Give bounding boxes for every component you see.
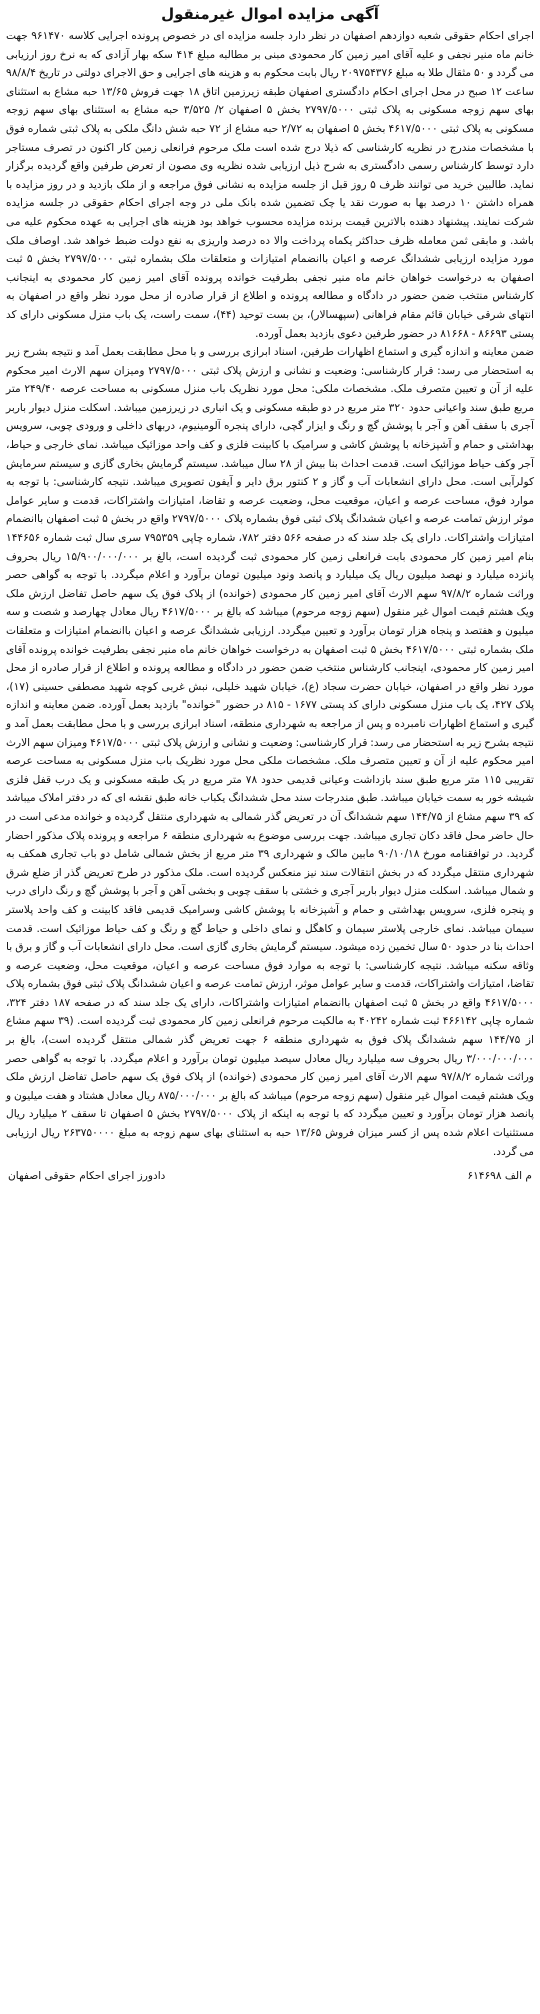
notice-title: آگهی مزایده اموال غیرمنقول bbox=[161, 5, 379, 23]
reference-number: م الف ۶۱۴۶۹۸ bbox=[467, 1170, 532, 1183]
notice-footer bbox=[6, 1167, 534, 1185]
notice-paragraph-2: ضمن معاینه و اندازه گیری و استماع اظهارات طرفین، اسناد ابرازی بررسی و با محل مطابقت بعمل آمد و نتیجه بشرح زیر به استحضار می رسد: قرار کارشناسی: وضعیت و نشانی و ارزش پلاک ثبتی ۲۷۹۷/۵۰۰۰ ومیزان سهم الارث امیر محکوم علیه از آن و تعیین متصرف ملک. مشخصات ملکی: محل مورد نظریک باب منزل مسکونی به مساحت عرصه ۲۴۹/۴۰ متر مربع طبق سند واعیانی حدود ۳۲۰ متر مربع در دو طبقه مسکونی و یک انباری در زیرزمین میباشد. اسکلت منزل دیوار باربر آجری با سقف آهن و آجر با پوشش گچ و رنگ و ایزار گچی، دارای پنجره آلومینیوم، دربهای داخلی و ورودی چوبی، سرویس بهداشتی و حمام و آشپزخانه با پوشش کاشی و سرامیک با کابینت فلزی و کف واحد موزائیک میباشد. نمای خارجی و حیاط، آجر وکف حیاط موزائیک است. قدمت احداث بنا بیش از ۲۸ سال میباشد. سیستم گرمایش بخاری گازی و سیستم سرمایش کولرآبی است. محل دارای انشعابات آب و گاز و ۲ کنتور برق دایر و آیفون تصویری میباشد. نتیجه کارشناسی: با توجه به موارد فوق، مساحت عرصه و اعیان، موقعیت محل، وضعیت عرصه و تقاضا، امتیازات واشتراکات، قدمت و سایر عوامل موثر ارزش تمامت عرصه و اعیان ششدانگ پلاک ثبتی فوق بشماره پلاک ۲۷۹۷/۵۰۰۰ واقع در بخش ۵ ثبت اصفهان باانضمام امتیازات واشتراکات. دارای یک جلد سند که در صفحه ۵۶۶ دفتر ۷۸۲، شماره چاپی ۷۹۵۳۵۹ سری سال ثبت شماره ۱۴۴۶۵۶ بنام امیر زمین کار محمودی بابت فرانعلی زمین کار محمودی ثبت گردیده است، بالغ بر ۱۵/۹۰۰/۰۰۰/۰۰۰ ریال بحروف پانزده میلیارد و نهصد میلیون ریال یک میلیارد و پانصد ونود میلیون تومان برآورد و اعلام میگردد. با توجه به گواهی حصر وراثت شماره ۹۷/۸/۲ سهم الارث آقای امیر زمین کار محمودی (خوانده) از پلاک فوق یک سهم حاصل تفاضل ارزش ملک ویک هشتم قیمت اموال غیر منقول (سهم زوجه مرحوم) میباشد که بالغ بر ۴۶۱۷/۵۰۰۰ ریال معادل چهارصد و شصت و سه میلیون و هفتصد و پنجاه هزار تومان برآورد و تعیین میگردد. ارزیابی ششدانگ عرصه و اعیان باانضمام امتیازات و متعلقات ملک بشماره ثبتی ۴۶۱۷/۵۰۰۰ بخش ۵ ثبت اصفهان به درخواست خواهان خانم ماه منیر نجفی بطرفیت خوانده پرونده آقای امیر زمین کار محمودی، اینجانب کارشناس منتخب ضمن حضور در دادگاه و مطالعه پرونده و اطلاع از قرار صادره از محل مورد نظر واقع در اصفهان، خیابان حضرت سجاد (ع)، خیابان شهید خلیلی، نبش غربی کوچه شهید مصطفی حسینی (۱۷)، پلاک ۴۲۷، یک باب منزل مسکونی دارای کد پستی ۱۶۷۷ - ۸۱۵ در حضور "خوانده" بازدید بعمل آورده. ضمن معاینه و اندازه گیری و استماع اظهارات نامبرده و پس از مراجعه به شهرداری منطقه، اسناد ابرازی بررسی و با محل مطابقت بعمل آمد و نتیجه بشرح زیر به استحضار می رسد: قرار کارشناسی: وضعیت و نشانی و ارزش پلاک ثبتی ۴۶۱۷/۵۰۰۰ ومیزان سهم الارث امیر محکوم علیه از آن و تعیین متصرف ملک. مشخصات ملکی محل مورد نظریک باب منزل مسکونی به مساحت عرصه تقریبی ۱۱۵ متر مربع طبق سند بازداشت وعیانی قدیمی حدود ۷۸ متر مربع در یک طبقه مسکونی و یک درب قفل فلزی شیشه خور به سمت خیابان میباشد. طبق مندرجات سند محل ششدانگ یکباب خانه طبق نقشه ای که در دفتر املاک میباشد که ۳۹ سهم مشاع از ۱۴۴/۷۵ سهم ششدانگ آن در تعریض گذر شمالی به شهرداری منتقل گردیده و خوانده مدعی است در حال حاضر محل فاقد دکان تجاری میباشد. جهت بررسی موضوع به شهرداری منطقه ۶ مراجعه و پرونده پلاک مذکور احضار گردید. در توافقنامه مورخ ۹۰/۱۰/۱۸ مابین مالک و شهرداری ۳۹ متر مربع از بخش شمالی شامل دو باب تجاری همکف به شهرداری منتقل میگردد که در بخش انتقالات سند نیز منعکس گردیده است. ملک مذکور در طرح تعریض گذر از ضلع شرق و شمال میباشد. اسکلت منزل دیوار باربر آجری و خشتی با سقف چوبی و بخشی آهن و آجر با پوشش گچ و رنگ دارای درب و پنجره فلزی، سرویس بهداشتی و حمام و آشپزخانه با پوشش کاشی وسرامیک قدیمی فاقد کابینت و کف واحد پلاستر سیمان میباشد. نمای خارجی پلاستر سیمان و کاهگل و نمای داخلی و حیاط گچ و رنگ و کف حیاط موزائیک است. قدمت احداث بنا در حدود ۵۰ سال تخمین زده میشود. سیستم گرمایش بخاری گازی است. محل دارای انشعابات آب و گاز و برق با وثاقه سکنه میباشد. نتیجه کارشناسی: با توجه به موارد فوق مساحت عرصه و اعیان، موقعیت محل، وضعیت عرصه و تقاضا، امتیازات واشتراکات، قدمت و سایر عوامل موثر، ارزش تمامت عرصه و اعیان ششدانگ پلاک ثبتی فوق بشماره پلاک ۴۶۱۷/۵۰۰۰ واقع در بخش ۵ ثبت اصفهان باانضمام امتیازات واشتراکات، دارای یک جلد سند که در صفحه ۱۸۷ دفتر ۳۲۴، شماره چاپی ۴۶۶۱۴۲ ثبت شماره ۴۰۲۴۲ به مالکیت مرحوم فرانعلی زمین کار محمودی ثبت گردیده است. (۳۹ سهم مشاع از ۱۴۴/۷۵ سهم ششدانگ پلاک فوق به شهرداری منطقه ۶ جهت تعریض گذر شمالی منتقل گردیده است)، بالغ بر ۳/۰۰۰/۰۰۰/۰۰۰ ریال بحروف سه میلیارد ریال معادل سیصد میلیون تومان برآورد و اعلام میگردد. با توجه به گواهی حصر وراثت شماره ۹۷/۸/۲ سهم الارث آقای امیر زمین کار محمودی (خوانده) از پلاک فوق یک سهم حاصل تفاضل ارزش ملک ویک هشتم قیمت اموال غیر منقول (سهم زوجه مرحوم) میباشد که بالغ بر ۸۷۵/۰۰۰/۰۰۰ ریال معادل هشتاد و هفت میلیون و پانصد هزار تومان برآورد و تعیین میگردد که با توجه به اینکه از پلاک ۲۷۹۷/۵۰۰۰ بخش ۵ اصفهان تا سقف ۲ میلیارد ریال مستثنیات اعلام شده پس از کسر میزان فروش ۱۳/۶۵ حبه به استثنای بهای سهم زوجه به مبلغ ۲۶۳۷۵۰۰۰۰ ریال ارزیابی می گردد. bbox=[6, 346, 535, 1158]
notice-paragraph-1: اجرای احکام حقوقی شعبه دوازدهم اصفهان در نظر دارد جلسه مزایده ای در خصوص پرونده اجرایی کلاسه ۹۶۱۴۷۰ جهت خانم ماه منیر نجفی و علیه آقای امیر زمین کار محمودی مبنی بر مطالبه مبلغ ۴۱۴ سکه بهار آزادی که به نرخ روز ارزیابی می گردد و ۵۰ مثقال طلا به مبلغ ۲۰۹۷۵۴۳۷۶ ریال بابت محکوم به و هزینه های اجرایی و حق الاجرای دولتی در تاریخ ۹۸/۸/۴ ساعت ۱۲ صبح در محل اجرای احکام دادگستری اصفهان طبقه زیرزمین اتاق ۱۸ جهت فروش ۱۳/۶۵ حبه مشاع به استثنای بهای سهم زوجه مسکونی به پلاک ثبتی ۲۷۹۷/۵۰۰۰ بخش ۵ اصفهان ۲/ ۳/۵۲۵ حبه مشاع به استثنای بهای سهم زوجه مسکونی به پلاک ثبتی ۴۶۱۷/۵۰۰۰ بخش ۵ اصفهان به ۲/۷۲ حبه مشاع از ۷۲ حبه شش دانگ ملکی به پلاک ثبتی شماره فوق با مشخصات مندرج در نظریه کارشناسی که ذیلا درج شده است ملک مرحوم فرانعلی زمین کار اکنون در تصرف مستاجر دارد توسط کارشناس رسمی دادگستری به شرح ذیل ارزیابی شده نظریه وی مصون از تعرض طرفین واقع گردیده برگزار نماید. طالبین خرید می توانند ظرف ۵ روز قبل از جلسه مزایده به نشانی فوق مراجعه و از ملک بازدید و در روز مزایده با همراه داشتن ۱۰ درصد بها به صورت نقد یا چک تضمین شده بانک ملی در وجه اجرای احکام حقوقی در جلسه مزایده شرکت نمایند. پیشنهاد دهنده بالاترین قیمت برنده مزایده محسوب خواهد بود هزینه های اجرایی به عهده محکوم علیه می باشد. و مابقی ثمن معامله ظرف حداکثر یکماه پرداخت والا ده درصد واریزی به نفع دولت ضبط خواهد شد. اوصاف ملک مورد مزایده ارزیابی ششدانگ عرصه و اعیان باانضمام امتیازات و متعلقات ملک بشماره ثبتی ۲۷۹۷/۵۰۰۰ بخش ۵ ثبت اصفهان به درخواست خواهان خانم ماه منیر نجفی بطرفیت خوانده پرونده آقای امیر زمین کار محمودی به اینجانب کارشناس منتخب ضمن حضور در دادگاه و مطالعه پرونده و اطلاع از قرار صادره از محل مورد نظر واقع در اصفهان به انتهای شرقی خیابان قائم مقام فراهانی (سپهسالار)، بن بست توحید (۴۴)، سمت راست، یک باب منزل مسکونی دارای کد پستی ۸۶۶۹۳ - ۸۱۶۶۸ در حضور طرفین دعوی بازدید بعمل آورده. bbox=[6, 30, 535, 340]
issuer-signature: دادورز اجرای احکام حقوقی اصفهان bbox=[8, 1170, 166, 1183]
